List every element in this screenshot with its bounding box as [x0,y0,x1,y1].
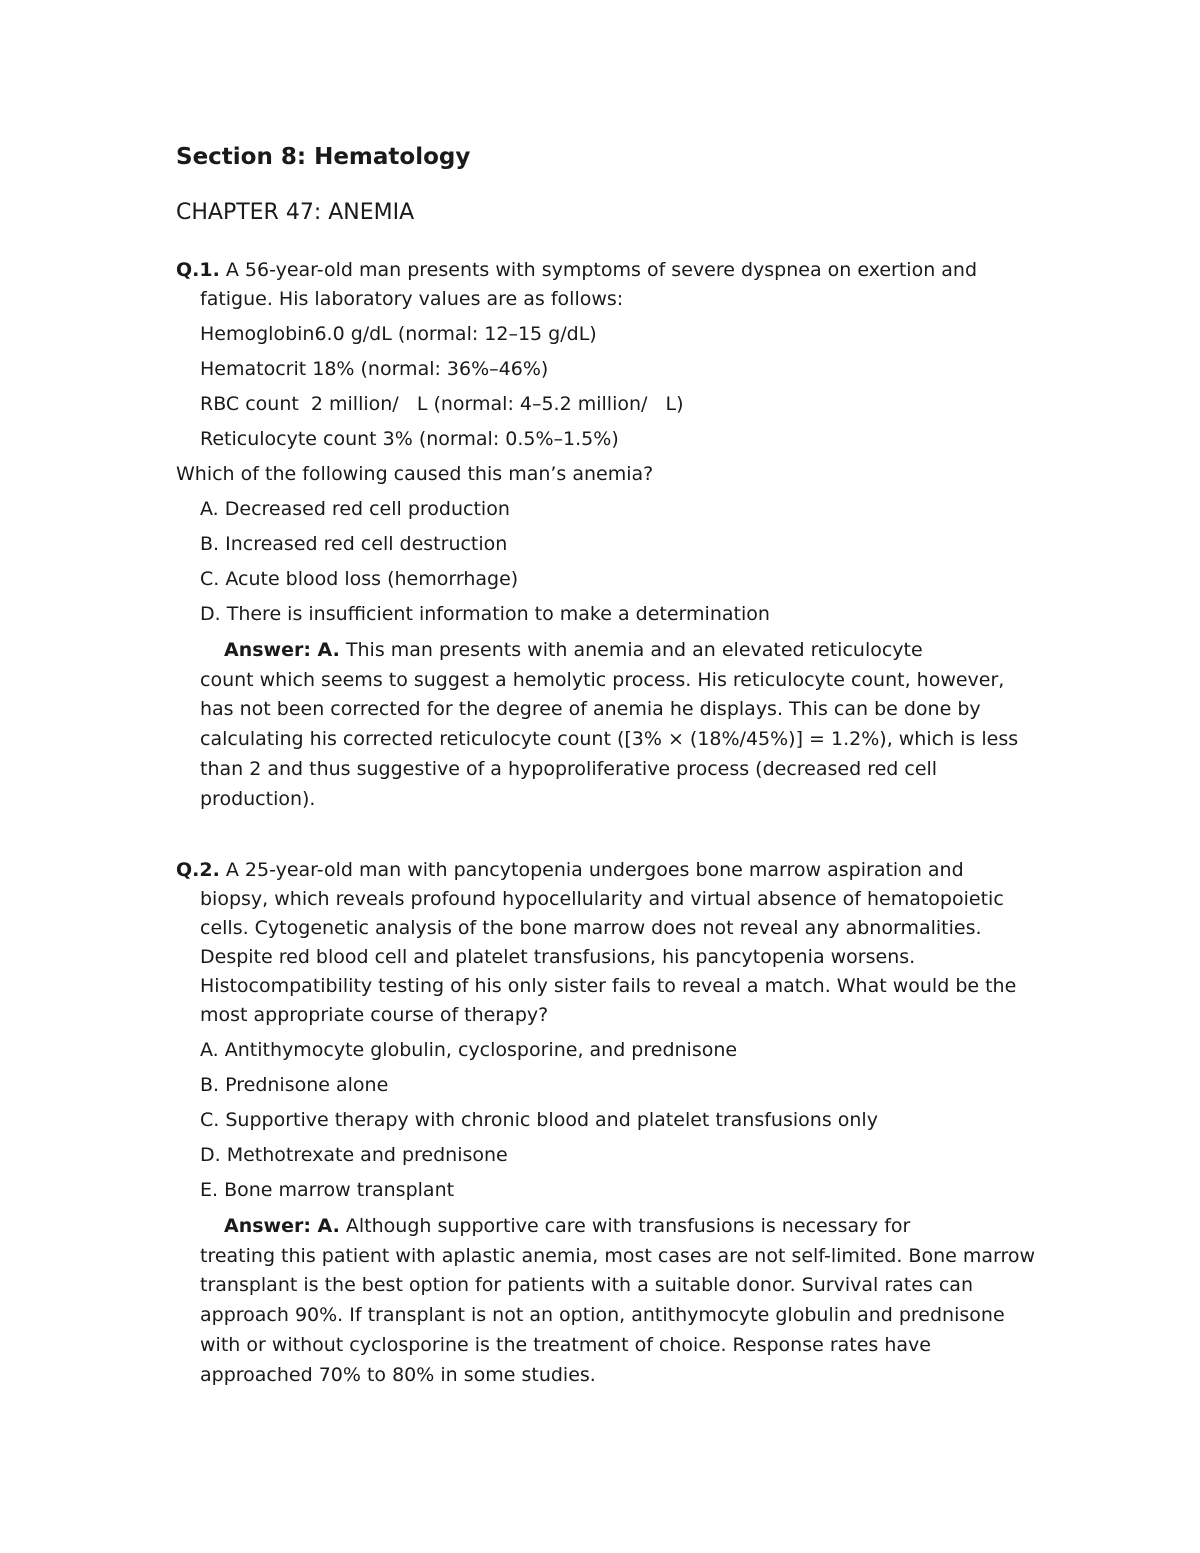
answer-option-c: C. Supportive therapy with chronic blood and platelet transfusions only [200,1109,878,1131]
question-text: A 25-year-old man with pancytopenia undergoes bone marrow aspiration and biopsy, which reveals profound hypocellularity and virtual absence of hematopoietic cells. Cytogenetic analysis of the bone marrow does not reveal any abnormalities. Despite red blood cell and platelet transfusions, his pancytopenia worsens. Histocompatibility testing of his only sister fails to reveal a match. What would be the most appropriate course of therapy? [200,859,1017,1026]
question-prompt: Which of the following caused this man’s anemia? [176,463,654,485]
lab-value: Hemoglobin6.0 g/dL (normal: 12–15 g/dL) [200,323,597,345]
chapter-title: CHAPTER 47: ANEMIA [176,200,415,225]
answer-option-a: A. Antithymocyte globulin, cyclosporine, and prednisone [200,1039,738,1061]
answer-option-e: E. Bone marrow transplant [200,1179,455,1201]
answer-label: Answer: A. [224,1215,340,1237]
question-stem [176,856,1036,1030]
question-text: A 56-year-old man presents with symptoms of severe dyspnea on exertion and fatigue. His laboratory values are as follows: [200,259,978,310]
question-number: Q.1. [176,259,220,281]
question-1 [176,256,1036,814]
section-title: Section 8: Hematology [176,144,471,170]
answer-option-a: A. Decreased red cell production [200,498,510,520]
answer-explanation [176,1212,1036,1390]
answer-option-c: C. Acute blood loss (hemorrhage) [200,568,519,590]
lab-value: RBC count 2 million/ L (normal: 4–5.2 million/ L) [200,393,684,415]
answer-explanation [176,636,1036,814]
question-2 [176,856,1036,1390]
question-number: Q.2. [176,859,220,881]
answer-text: This man presents with anemia and an elevated reticulocyte [345,639,923,661]
answer-option-d: D. Methotrexate and prednisone [200,1144,508,1166]
lab-value: Reticulocyte count 3% (normal: 0.5%–1.5%) [200,428,619,450]
answer-option-b: B. Prednisone alone [200,1074,389,1096]
answer-text: count which seems to suggest a hemolytic process. His reticulocyte count, however, has not been corrected for the degree of anemia he displays. This can be done by calculating his corrected reticulocyte count ([3% × (18%/45%)] = 1.2%), which is less than 2 and thus suggestive of a hypoproliferative process (decreased red cell production). [200,668,1019,810]
question-stem [176,256,1036,314]
lab-value: Hematocrit 18% (normal: 36%–46%) [200,358,549,380]
answer-text: Although supportive care with transfusions is necessary for [345,1215,911,1237]
answer-option-b: B. Increased red cell destruction [200,533,508,555]
answer-label: Answer: A. [224,639,340,661]
answer-option-d: D. There is insufficient information to make a determination [200,603,770,625]
answer-text: treating this patient with aplastic anemia, most cases are not self-limited. Bone marrow transplant is the best option for patients with a suitable donor. Survival rates can approach 90%. If transplant is not an option, antithymocyte globulin and prednisone with or without cyclosporine is the treatment of choice. Response rates have approached 70% to 80% in some studies. [200,1244,1036,1386]
